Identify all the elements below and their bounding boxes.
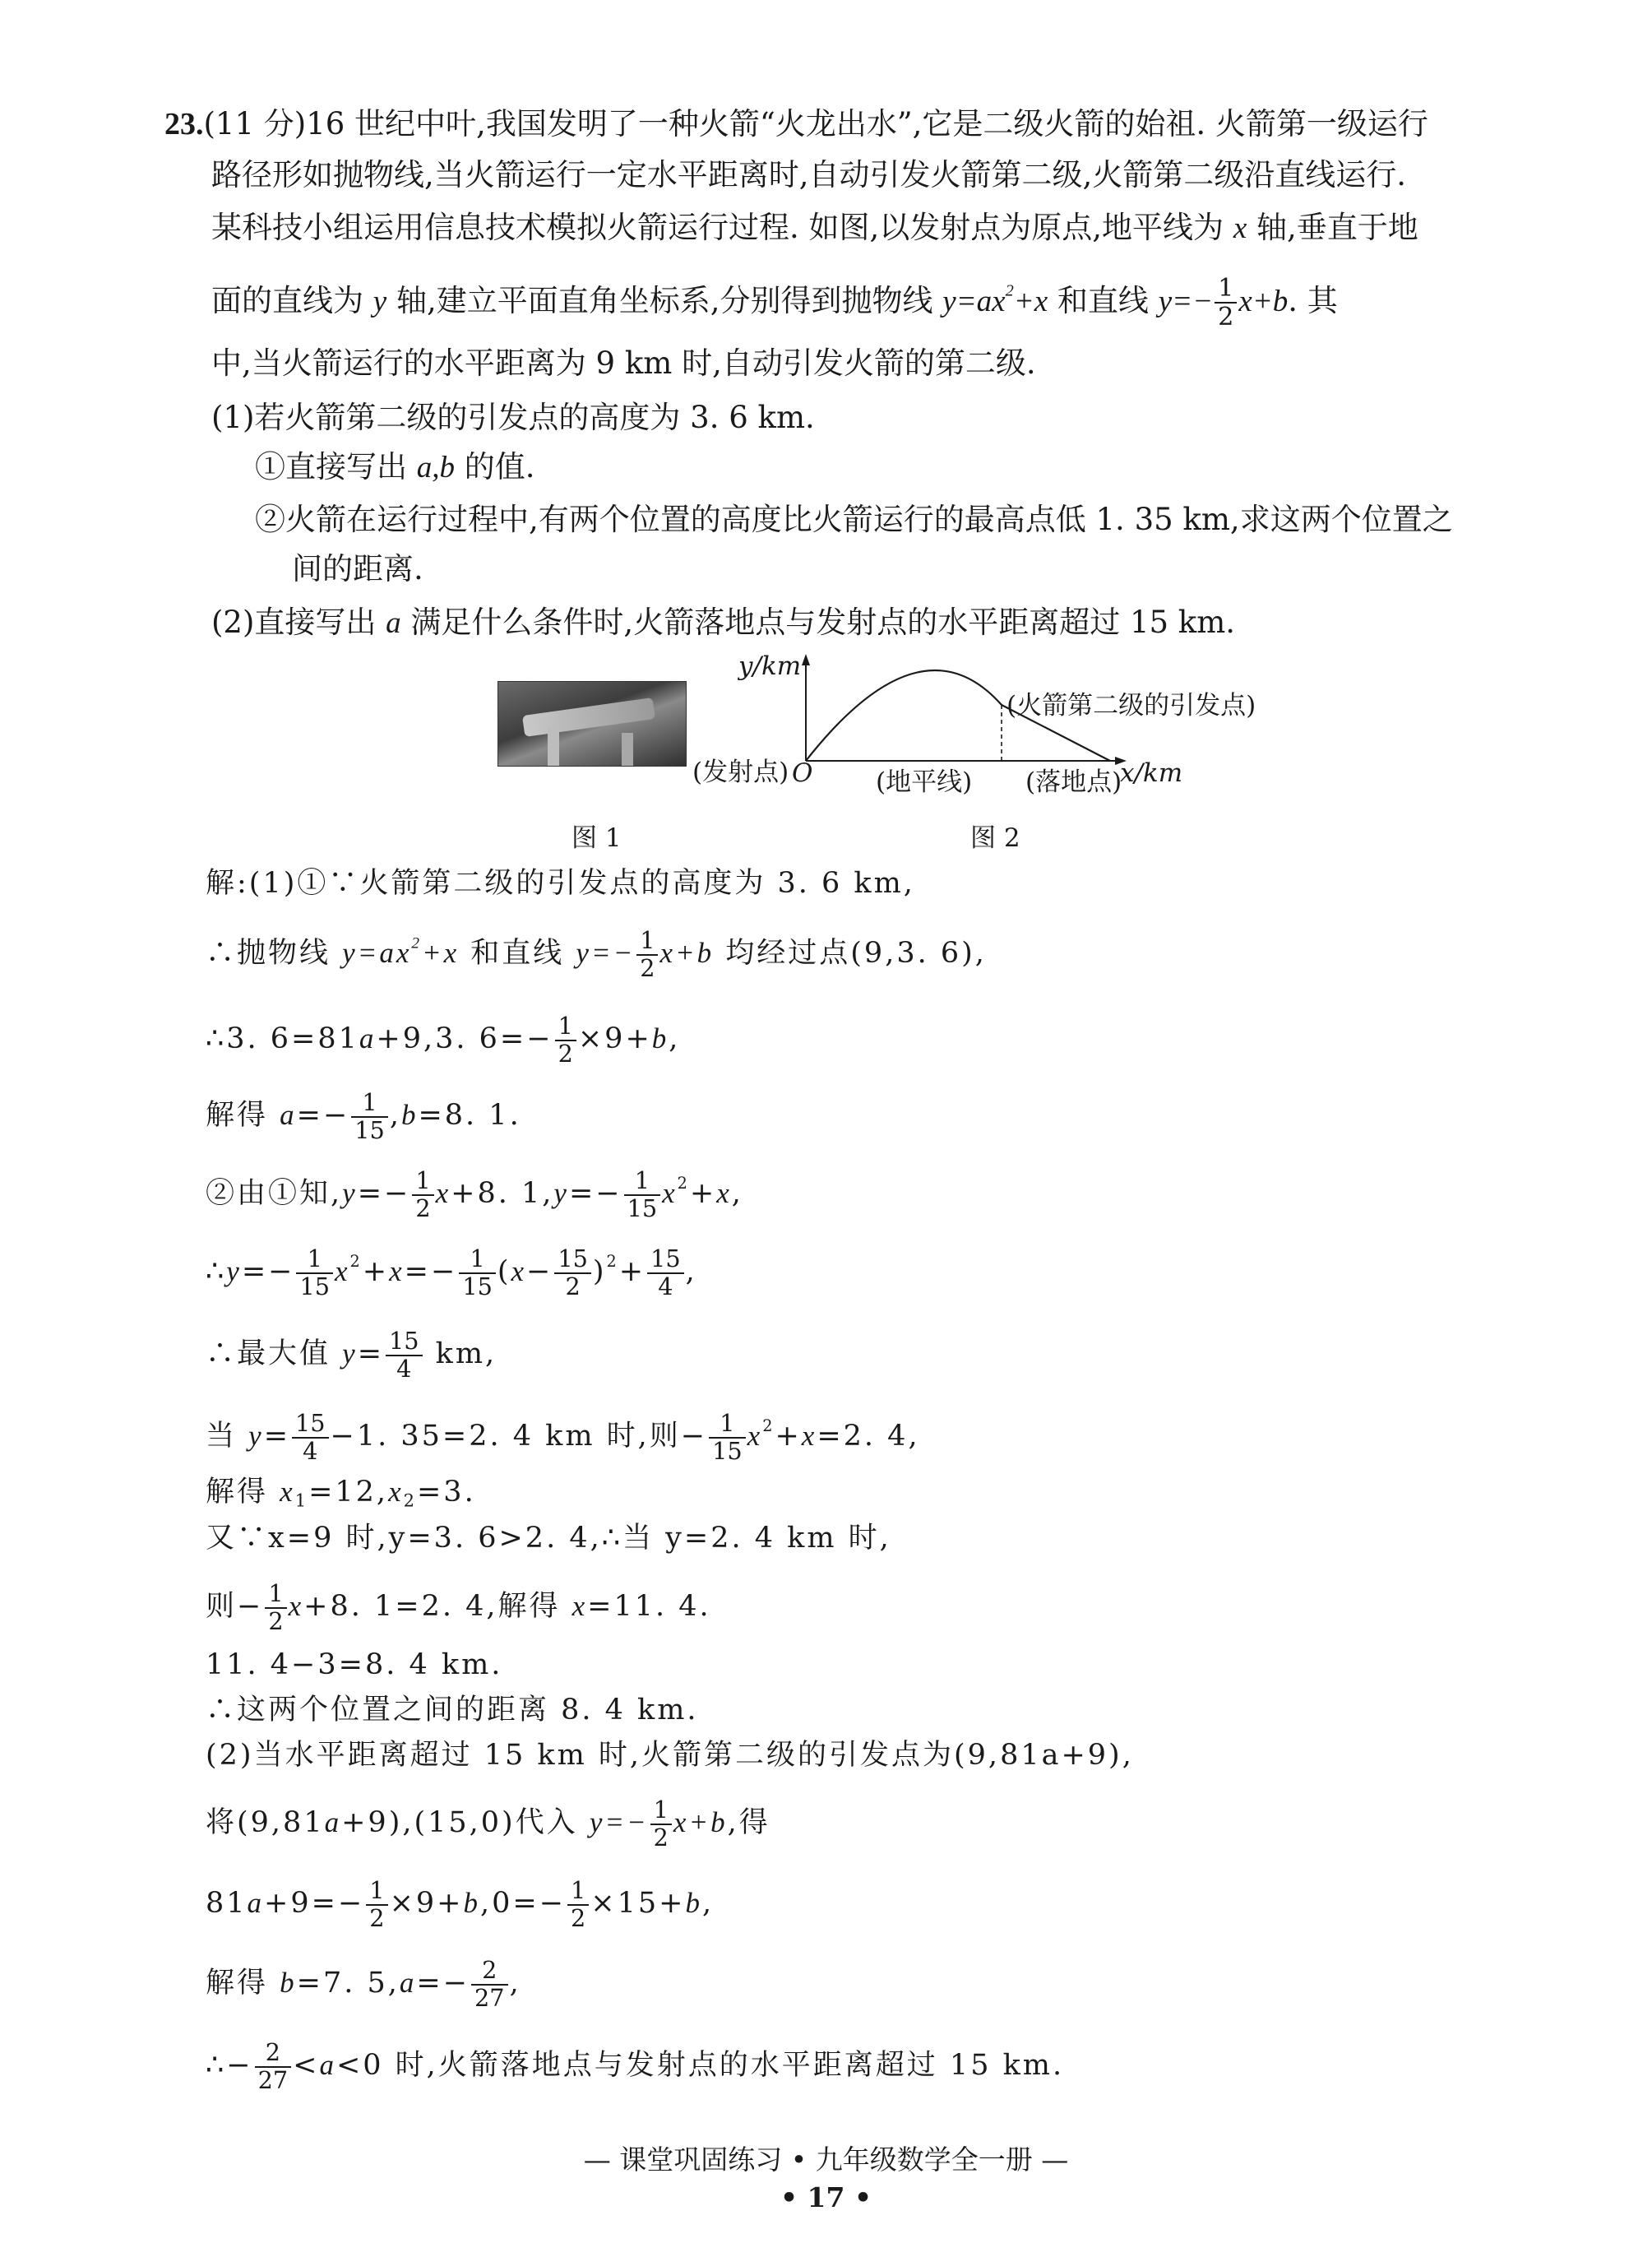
y-axis-label: y/km	[738, 651, 802, 681]
solution-line-8: 当 y= $\frac{15}{4}$ −1. 35=2. 4 km 时,则− $\frac{1}{15}$ $x^2+x=2$. 4,	[206, 1409, 920, 1465]
fraction: $\frac{1}{2}$	[555, 1013, 576, 1067]
problem-number: 23.	[164, 107, 204, 141]
fraction: $\frac{1}{2}$	[265, 1581, 286, 1634]
solution-line-6: ∴y=− $\frac{1}{15}$ $x^2+x=-$ $\frac{1}{15}$ (x− $\frac{15}{2}$ )$^2$+ $\frac{15}{4}$ ,	[206, 1244, 697, 1300]
solution-line-16: 81a+9=− $\frac{1}{2}$ ×9+b,0=− $\frac{1}{2}$ ×15+b,	[206, 1876, 715, 1932]
y-axis-arrow	[802, 654, 810, 665]
fraction: $\frac{15}{4}$	[386, 1328, 423, 1382]
problem-line-2: 路径形如抛物线,当火箭运行一定水平距离时,自动引发火箭第二级,火箭第二级沿直线运行.	[211, 157, 1407, 192]
solution-line-3: ∴3. 6=81a+9,3. 6=− $\frac{1}{2}$ ×9+b,	[206, 1012, 681, 1068]
solution-line-12: 11. 4−3=8. 4 km.	[206, 1648, 503, 1681]
fraction: $\frac{2}{27}$	[471, 1958, 508, 2011]
trigger-label: (火箭第二级的引发点)	[1006, 691, 1256, 721]
fraction: $\frac{1}{2}$	[1215, 275, 1237, 331]
fraction: $\frac{15}{2}$	[554, 1246, 591, 1300]
fraction: $\frac{1}{2}$	[636, 928, 658, 981]
fraction: $\frac{15}{4}$	[647, 1246, 684, 1300]
problem-part-1: (1)若火箭第二级的引发点的高度为 3. 6 km.	[211, 400, 815, 435]
x-axis-label: x/km	[1120, 758, 1183, 788]
fraction: $\frac{1}{15}$	[624, 1168, 661, 1221]
fraction: $\frac{1}{2}$	[650, 1797, 672, 1851]
rocket-photo	[497, 681, 687, 767]
problem-part-1-1: ①直接写出 a,b 的值.	[255, 449, 535, 484]
origin-label: O	[792, 758, 813, 788]
fraction: $\frac{1}{15}$	[351, 1090, 388, 1143]
solution-line-7: ∴最大值 y= $\frac{15}{4}$ km,	[206, 1327, 497, 1383]
solution-line-14: (2)当水平距离超过 15 km 时,火箭第二级的引发点为(9,81a+9),	[206, 1739, 1134, 1772]
fraction: $\frac{15}{4}$	[292, 1411, 329, 1464]
problem-line-4: 面的直线为 y 轴,建立平面直角坐标系,分别得到抛物线 $y=ax^2+x$ 和直线 y=− $\frac{1}{2}$ x+b. 其	[211, 274, 1338, 332]
fraction: $\frac{2}{27}$	[255, 2040, 292, 2093]
landing-label: (落地点)	[1025, 767, 1122, 797]
solution-line-2: ∴抛物线 $y=ax^2+x$ 和直线 y=− $\frac{1}{2}$ x+b 均经过点(9,3. 6),	[206, 926, 987, 982]
fraction: $\frac{1}{2}$	[366, 1878, 387, 1931]
fraction: $\frac{1}{2}$	[412, 1168, 433, 1221]
solution-line-10: 又∵x=9 时,y=3. 6>2. 4,∴当 y=2. 4 km 时,	[206, 1522, 891, 1555]
solution-line-15: 将(9,81a+9),(15,0)代入 y=− $\frac{1}{2}$ x+b,得	[206, 1796, 770, 1851]
problem-part-1-2a: ②火箭在运行过程中,有两个位置的高度比火箭运行的最高点低 1. 35 km,求这两个位置之	[255, 502, 1453, 537]
solution-line-17: 解得 b=7. 5,a=− $\frac{2}{27}$ ,	[206, 1956, 521, 2012]
problem-line-3: 某科技小组运用信息技术模拟火箭运行过程. 如图,以发射点为原点,地平线为 x 轴,垂直于地	[211, 210, 1418, 245]
footer-title: — 课堂巩固练习 • 九年级数学全一册 —	[583, 2143, 1069, 2176]
figure-1-caption: 图 1	[571, 823, 622, 853]
solution-line-9: 解得 $x_1=12,x_2=3$.	[206, 1476, 476, 1511]
page-number: • 17 •	[780, 2181, 872, 2213]
solution-line-18: ∴− $\frac{2}{27}$ <a<0 时,火箭落地点与发射点的水平距离超过 15 km.	[206, 2038, 1065, 2094]
solution-line-11: 则− $\frac{1}{2}$ x+8. 1=2. 4,解得 x=11. 4.	[206, 1579, 711, 1635]
fraction: $\frac{1}{15}$	[709, 1411, 746, 1464]
problem-line-5: 中,当火箭运行的水平距离为 9 km 时,自动引发火箭的第二级.	[211, 345, 1036, 381]
solution-line-5: ②由①知,y=− $\frac{1}{2}$ x+8. 1,y=− $\frac{1}{15}$ $x^2+x$,	[206, 1166, 743, 1222]
fraction: $\frac{1}{15}$	[459, 1246, 496, 1300]
parabola-curve	[806, 670, 1002, 761]
solution-line-1: 解:(1)①∵火箭第二级的引发点的高度为 3. 6 km,	[206, 867, 915, 900]
problem-part-2: (2)直接写出 a 满足什么条件时,火箭落地点与发射点的水平距离超过 15 km.	[211, 605, 1236, 640]
fraction: $\frac{1}{15}$	[296, 1246, 333, 1300]
problem-part-1-2b: 间的距离.	[292, 551, 423, 586]
solution-line-4: 解得 a=− $\frac{1}{15}$ ,b=8. 1.	[206, 1088, 521, 1144]
problem-line-1: 23.(11 分)16 世纪中叶,我国发明了一种火箭“火龙出水”,它是二级火箭的始祖. 火箭第一级运行	[164, 106, 1428, 141]
launch-label: (发射点)	[692, 758, 789, 787]
ground-label: (地平线)	[876, 767, 973, 797]
solution-line-13: ∴这两个位置之间的距离 8. 4 km.	[206, 1694, 699, 1726]
fraction: $\frac{1}{2}$	[567, 1878, 589, 1931]
figure-2-caption: 图 2	[970, 823, 1020, 853]
